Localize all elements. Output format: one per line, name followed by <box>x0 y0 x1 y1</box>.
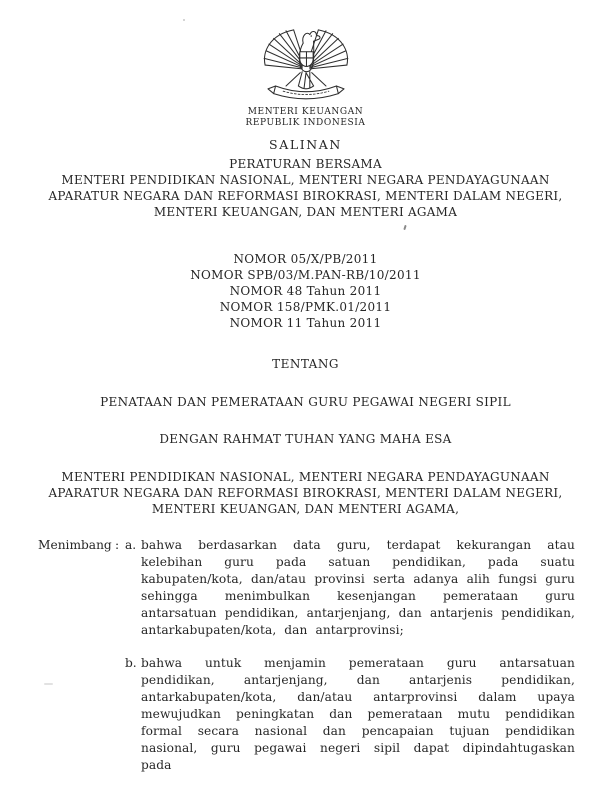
issuers-line: APARATUR NEGARA DAN REFORMASI BIROKRASI, MENTERI DALAM NEGERI, <box>48 486 563 500</box>
copy-status-label: SALINAN <box>269 137 342 152</box>
number-line: NOMOR 48 Tahun 2011 <box>229 284 382 298</box>
number-line: NOMOR 11 Tahun 2011 <box>229 316 382 330</box>
issuers-line: MENTERI PENDIDIKAN NASIONAL, MENTERI NEGARA PENDAYAGUNAAN <box>61 470 550 484</box>
letterhead-ministry: MENTERI KEUANGAN <box>247 107 364 117</box>
scan-artifact <box>183 19 185 21</box>
regulation-title-block <box>0 156 611 220</box>
regulation-issuer-line: MENTERI KEUANGAN, DAN MENTERI AGAMA <box>153 205 458 219</box>
regulation-subject: PENATAAN DAN PEMERATAAN GURU PEGAWAI NEGERI SIPIL <box>100 395 511 409</box>
letterhead-country: REPUBLIK INDONESIA <box>245 118 366 128</box>
issuers-block <box>0 469 611 517</box>
regulation-issuer-line: APARATUR NEGARA DAN REFORMASI BIROKRASI, MENTERI DALAM NEGERI, <box>48 189 563 203</box>
scan-artifact <box>44 683 53 685</box>
considering-items <box>125 537 575 774</box>
item-marker: a. <box>125 538 137 552</box>
scan-artifact <box>403 225 406 230</box>
about-label: TENTANG <box>272 357 339 371</box>
item-text: bahwa untuk menjamin pemerataan guru antarsatuan pendidikan, antarjenjang, dan antarjenis pendidikan, antarkabupaten/kota, dan/atau antarprovinsi dalam upaya mewujudkan peningkatan dan pemerataan mutu pendidikan formal secara nasional dan pencapaian tujuan pendidikan nasional, guru pegawai negeri sipil dapat dipindahtugaskan pada <box>141 656 575 772</box>
considering-item <box>125 655 575 774</box>
number-line: NOMOR SPB/03/M.PAN-RB/10/2011 <box>190 268 421 282</box>
considering-label: Menimbang <box>38 538 112 552</box>
issuers-line: MENTERI KEUANGAN, DAN MENTERI AGAMA, <box>151 502 460 516</box>
considering-colon: : <box>115 538 120 552</box>
garuda-emblem-icon <box>258 27 354 105</box>
item-text: bahwa berdasarkan data guru, terdapat kekurangan atau kelebihan guru pada satuan pendidikan, pada suatu kabupaten/kota, dan/atau provinsi serta adanya alih fungsi guru sehingga menimbulkan kesenjangan pemerataan guru antarsatuan pendidikan, antarjenjang, dan antarjenis pendidikan, antarkabupaten/kota, dan antarprovinsi; <box>141 538 575 637</box>
considering-item <box>125 537 575 639</box>
letterhead-emblem <box>0 0 611 105</box>
considering-section <box>38 537 575 774</box>
item-marker: b. <box>125 656 137 670</box>
invocation-line: DENGAN RAHMAT TUHAN YANG MAHA ESA <box>159 432 452 446</box>
regulation-heading: PERATURAN BERSAMA <box>229 157 382 171</box>
number-line: NOMOR 158/PMK.01/2011 <box>219 300 392 314</box>
number-line: NOMOR 05/X/PB/2011 <box>233 252 378 266</box>
regulation-issuer-line: MENTERI PENDIDIKAN NASIONAL, MENTERI NEGARA PENDAYAGUNAAN <box>61 173 550 187</box>
regulation-numbers <box>0 251 611 331</box>
